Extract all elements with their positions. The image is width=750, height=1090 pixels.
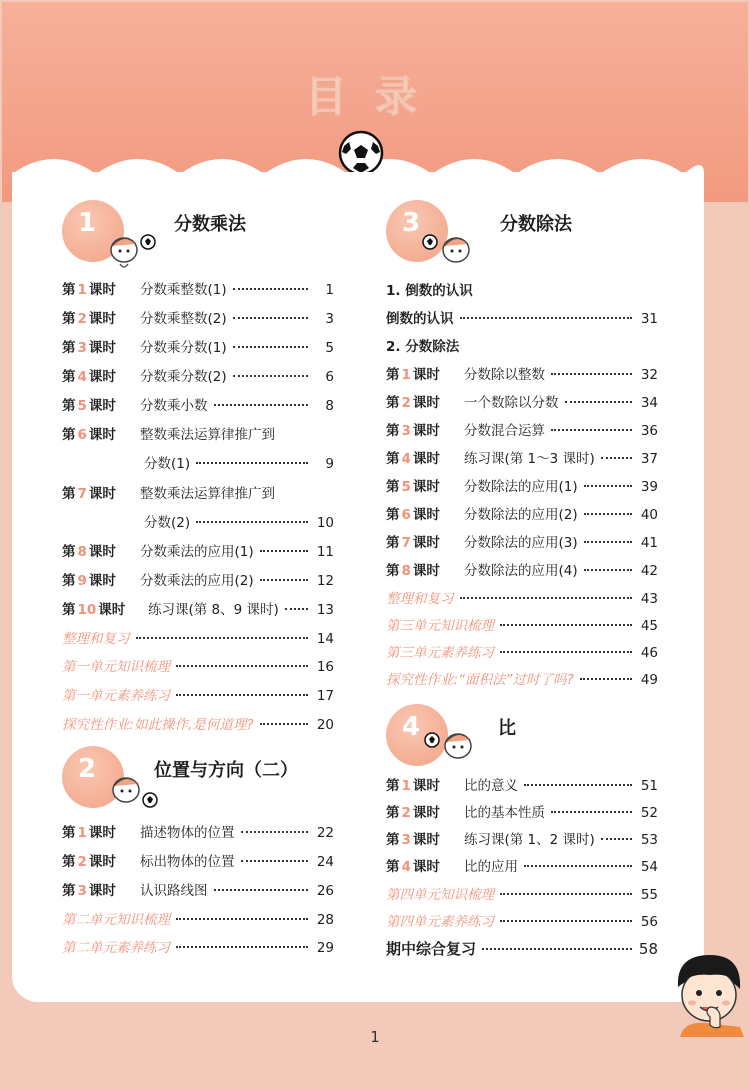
page-ref: 45 <box>640 618 658 634</box>
page-ref: 51 <box>640 778 658 794</box>
toc-row-review[interactable] <box>62 684 334 704</box>
lesson-title: 分数除法的应用(1) <box>464 479 578 495</box>
dot-leader <box>584 485 632 487</box>
toc-row[interactable]: 第 6 课时 分数除法的应用(2) 40 <box>386 503 658 523</box>
unit-number: 4 <box>401 712 421 742</box>
review-title: 整理和复习 <box>386 591 454 607</box>
page-ref: 3 <box>325 311 334 327</box>
page-ref: 54 <box>640 859 658 875</box>
midterm-title: 期中综合复习 <box>386 940 477 958</box>
lesson-title: 标出物体的位置 <box>140 854 235 870</box>
page-ref: 41 <box>640 535 658 551</box>
lesson-title: 倒数的认识 <box>386 311 454 327</box>
unit-4-header <box>386 704 676 774</box>
page-ref: 5 <box>325 340 334 356</box>
toc-page <box>2 2 748 1088</box>
lesson-title: 练习课(第 1～3 课时) <box>464 451 595 467</box>
dot-leader <box>233 375 308 377</box>
unit-1-header <box>62 200 352 270</box>
page-ref: 53 <box>640 832 658 848</box>
review-title: 第一单元素养练习 <box>62 688 170 704</box>
page-ref: 11 <box>316 544 334 560</box>
dot-leader <box>565 401 633 403</box>
page-ref: 17 <box>316 688 334 704</box>
page-ref: 34 <box>640 395 658 411</box>
toc-row[interactable]: 第 5 课时 分数除法的应用(1) 39 <box>386 475 658 495</box>
dot-leader <box>176 946 308 948</box>
toc-row-review[interactable] <box>62 713 334 733</box>
lesson-title: 比的意义 <box>464 778 518 794</box>
unit-number: 3 <box>401 208 421 238</box>
dot-leader <box>601 838 632 840</box>
unit-title: 分数除法 <box>500 214 572 235</box>
review-title: 第二单元知识梳理 <box>62 912 170 928</box>
toc-row[interactable]: 第 8 课时 分数除法的应用(4) 42 <box>386 559 658 579</box>
dot-leader <box>580 678 632 680</box>
dot-leader <box>601 457 632 459</box>
page-ref: 28 <box>316 912 334 928</box>
toc-row-review[interactable] <box>62 655 334 675</box>
toc-row-continued[interactable] <box>62 511 334 531</box>
dot-leader <box>500 624 632 626</box>
lesson-title: 分数除法的应用(2) <box>464 507 578 523</box>
page-ref: 10 <box>316 515 334 531</box>
lesson-title: 比的基本性质 <box>464 805 545 821</box>
toc-row[interactable]: 第 4 课时 分数乘分数(2) 6 <box>62 365 334 385</box>
toc-row[interactable]: 第 1 课时 比的意义 51 <box>386 774 658 794</box>
toc-row[interactable]: 第 7 课时 分数除法的应用(3) 41 <box>386 531 658 551</box>
review-title: 第四单元素养练习 <box>386 914 494 930</box>
lesson-title: 描述物体的位置 <box>140 825 235 841</box>
dot-leader <box>233 288 308 290</box>
unit-3-header <box>386 200 676 270</box>
toc-row[interactable]: 第 10 课时 练习课(第 8、9 课时) 13 <box>62 598 334 618</box>
page-ref: 16 <box>316 659 334 675</box>
page-ref: 46 <box>640 645 658 661</box>
dot-leader <box>176 694 308 696</box>
page-ref: 58 <box>638 940 658 958</box>
review-title: 第三单元素养练习 <box>386 645 494 661</box>
dot-leader <box>482 948 632 950</box>
toc-row-continued[interactable] <box>62 452 334 472</box>
page-ref: 8 <box>325 398 334 414</box>
page-ref: 56 <box>640 914 658 930</box>
page-ref: 55 <box>640 887 658 903</box>
toc-row[interactable]: 第 3 课时 分数混合运算 36 <box>386 419 658 439</box>
lesson-title: 练习课(第 8、9 课时) <box>148 602 279 618</box>
lesson-title: 认识路线图 <box>140 883 208 899</box>
lesson-title: 分数乘整数(1) <box>140 282 227 298</box>
dot-leader <box>196 462 308 464</box>
dot-leader <box>500 893 632 895</box>
page-ref: 14 <box>316 631 334 647</box>
review-title: 第二单元素养练习 <box>62 940 170 956</box>
dot-leader <box>176 918 308 920</box>
dot-leader <box>260 579 308 581</box>
lesson-title: 分数乘小数 <box>140 398 208 414</box>
toc-row[interactable]: 第 4 课时 比的应用 54 <box>386 855 658 875</box>
review-title: 整理和复习 <box>62 631 130 647</box>
dot-leader <box>524 865 632 867</box>
lesson-title: 分数乘分数(1) <box>140 340 227 356</box>
page-ref: 37 <box>640 451 658 467</box>
review-title: 探究性作业:如此操作,是何道理? <box>62 717 254 733</box>
boy-illustration-icon <box>670 947 748 1037</box>
review-title: 探究性作业:“面积法”过时了吗? <box>386 672 574 688</box>
mascot-icon <box>420 228 476 270</box>
unit-title: 分数乘法 <box>174 214 246 235</box>
page-ref: 20 <box>316 717 334 733</box>
toc-row[interactable] <box>386 307 658 327</box>
toc-row[interactable]: 第 8 课时 分数乘法的应用(1) 11 <box>62 540 334 560</box>
toc-row-review[interactable] <box>386 668 658 688</box>
lesson-title: 练习课(第 1、2 课时) <box>464 832 595 848</box>
dot-leader <box>551 429 632 431</box>
page-ref: 43 <box>640 591 658 607</box>
page-ref: 36 <box>640 423 658 439</box>
dot-leader <box>260 723 308 725</box>
toc-row[interactable]: 第 2 课时 标出物体的位置 24 <box>62 850 334 870</box>
review-title: 第四单元知识梳理 <box>386 887 494 903</box>
toc-row[interactable]: 第 1 课时 分数乘整数(1) 1 <box>62 278 334 298</box>
toc-row[interactable]: 第 5 课时 分数乘小数 8 <box>62 394 334 414</box>
toc-row[interactable]: 第 2 课时 一个数除以分数 34 <box>386 391 658 411</box>
toc-row[interactable]: 第 7 课时 整数乘法运算律推广到 <box>62 482 334 502</box>
page-ref: 40 <box>640 507 658 523</box>
toc-row-review[interactable] <box>386 614 658 634</box>
lesson-title: 整数乘法运算律推广到 <box>140 427 275 443</box>
dot-leader <box>233 346 308 348</box>
dot-leader <box>214 889 309 891</box>
soccer-ball-icon <box>338 130 384 176</box>
lesson-title: 分数除法的应用(3) <box>464 535 578 551</box>
page-ref: 13 <box>316 602 334 618</box>
lesson-title: 分数混合运算 <box>464 423 545 439</box>
dot-leader <box>176 665 308 667</box>
dot-leader <box>241 860 309 862</box>
mascot-icon <box>104 228 160 270</box>
lesson-title: 分数除以整数 <box>464 367 545 383</box>
page-ref: 42 <box>640 563 658 579</box>
dot-leader <box>551 811 632 813</box>
mascot-icon <box>104 768 160 810</box>
review-title: 第三单元知识梳理 <box>386 618 494 634</box>
lesson-title: 分数乘法的应用(2) <box>140 573 254 589</box>
unit-number: 2 <box>77 754 97 784</box>
lesson-title: 分数乘分数(2) <box>140 369 227 385</box>
dot-leader <box>241 831 309 833</box>
page-ref: 6 <box>325 369 334 385</box>
toc-row[interactable]: 第 3 课时 认识路线图 26 <box>62 879 334 899</box>
review-title: 第一单元知识梳理 <box>62 659 170 675</box>
page-number: 1 <box>370 1028 380 1046</box>
page-ref: 39 <box>640 479 658 495</box>
page-ref: 49 <box>640 672 658 688</box>
page-ref: 9 <box>325 456 334 472</box>
dot-leader <box>524 784 632 786</box>
page-ref: 29 <box>316 940 334 956</box>
page-ref: 12 <box>316 573 334 589</box>
toc-row[interactable]: 第 2 课时 比的基本性质 52 <box>386 801 658 821</box>
lesson-title: 分数乘整数(2) <box>140 311 227 327</box>
dot-leader <box>584 541 632 543</box>
page-ref: 26 <box>316 883 334 899</box>
page-ref: 32 <box>640 367 658 383</box>
dot-leader <box>584 569 632 571</box>
dot-leader <box>551 373 632 375</box>
dot-leader <box>214 404 309 406</box>
page-ref: 1 <box>325 282 334 298</box>
dot-leader <box>260 550 308 552</box>
dot-leader <box>233 317 308 319</box>
section-heading: 1. 倒数的认识 <box>386 283 473 299</box>
toc-row[interactable]: 第 9 课时 分数乘法的应用(2) 12 <box>62 569 334 589</box>
toc-row[interactable]: 第 1 课时 分数除以整数 32 <box>386 363 658 383</box>
toc-row[interactable]: 第 6 课时 整数乘法运算律推广到 <box>62 423 334 443</box>
page-ref: 22 <box>316 825 334 841</box>
toc-row-review[interactable] <box>386 910 658 930</box>
toc-row-review[interactable] <box>386 641 658 661</box>
toc-row-review[interactable] <box>386 587 658 607</box>
lesson-title: 比的应用 <box>464 859 518 875</box>
mascot-icon <box>420 726 476 768</box>
unit-number: 1 <box>77 208 97 238</box>
dot-leader <box>196 521 308 523</box>
toc-row[interactable]: 第 1 课时 描述物体的位置 22 <box>62 821 334 841</box>
dot-leader <box>460 597 633 599</box>
dot-leader <box>460 317 633 319</box>
unit-title: 位置与方向（二） <box>154 760 298 781</box>
toc-row[interactable]: 第 4 课时 练习课(第 1～3 课时) 37 <box>386 447 658 467</box>
toc-row-review[interactable] <box>62 908 334 928</box>
page-ref: 52 <box>640 805 658 821</box>
toc-row-review[interactable] <box>62 936 334 956</box>
unit-2-header <box>62 746 352 816</box>
dot-leader <box>285 608 308 610</box>
toc-row[interactable]: 第 3 课时 分数乘分数(1) 5 <box>62 336 334 356</box>
page-ref: 24 <box>316 854 334 870</box>
toc-row-review[interactable] <box>386 883 658 903</box>
lesson-title: 分数除法的应用(4) <box>464 563 578 579</box>
dot-leader <box>584 513 632 515</box>
unit-title: 比 <box>498 718 516 739</box>
lesson-title: 一个数除以分数 <box>464 395 559 411</box>
page-ref: 31 <box>640 311 658 327</box>
dot-leader <box>500 651 632 653</box>
dot-leader <box>136 637 309 639</box>
toc-row-midterm[interactable] <box>386 938 658 958</box>
toc-row[interactable]: 第 2 课时 分数乘整数(2) 3 <box>62 307 334 327</box>
lesson-title: 分数(1) <box>144 456 191 472</box>
lesson-title: 分数(2) <box>144 515 191 531</box>
page-title: 目录 <box>304 72 445 121</box>
lesson-title: 分数乘法的应用(1) <box>140 544 254 560</box>
section-heading: 2. 分数除法 <box>386 339 460 355</box>
toc-row-review[interactable] <box>62 627 334 647</box>
toc-row[interactable]: 第 3 课时 练习课(第 1、2 课时) 53 <box>386 828 658 848</box>
dot-leader <box>500 920 632 922</box>
lesson-title: 整数乘法运算律推广到 <box>140 486 275 502</box>
